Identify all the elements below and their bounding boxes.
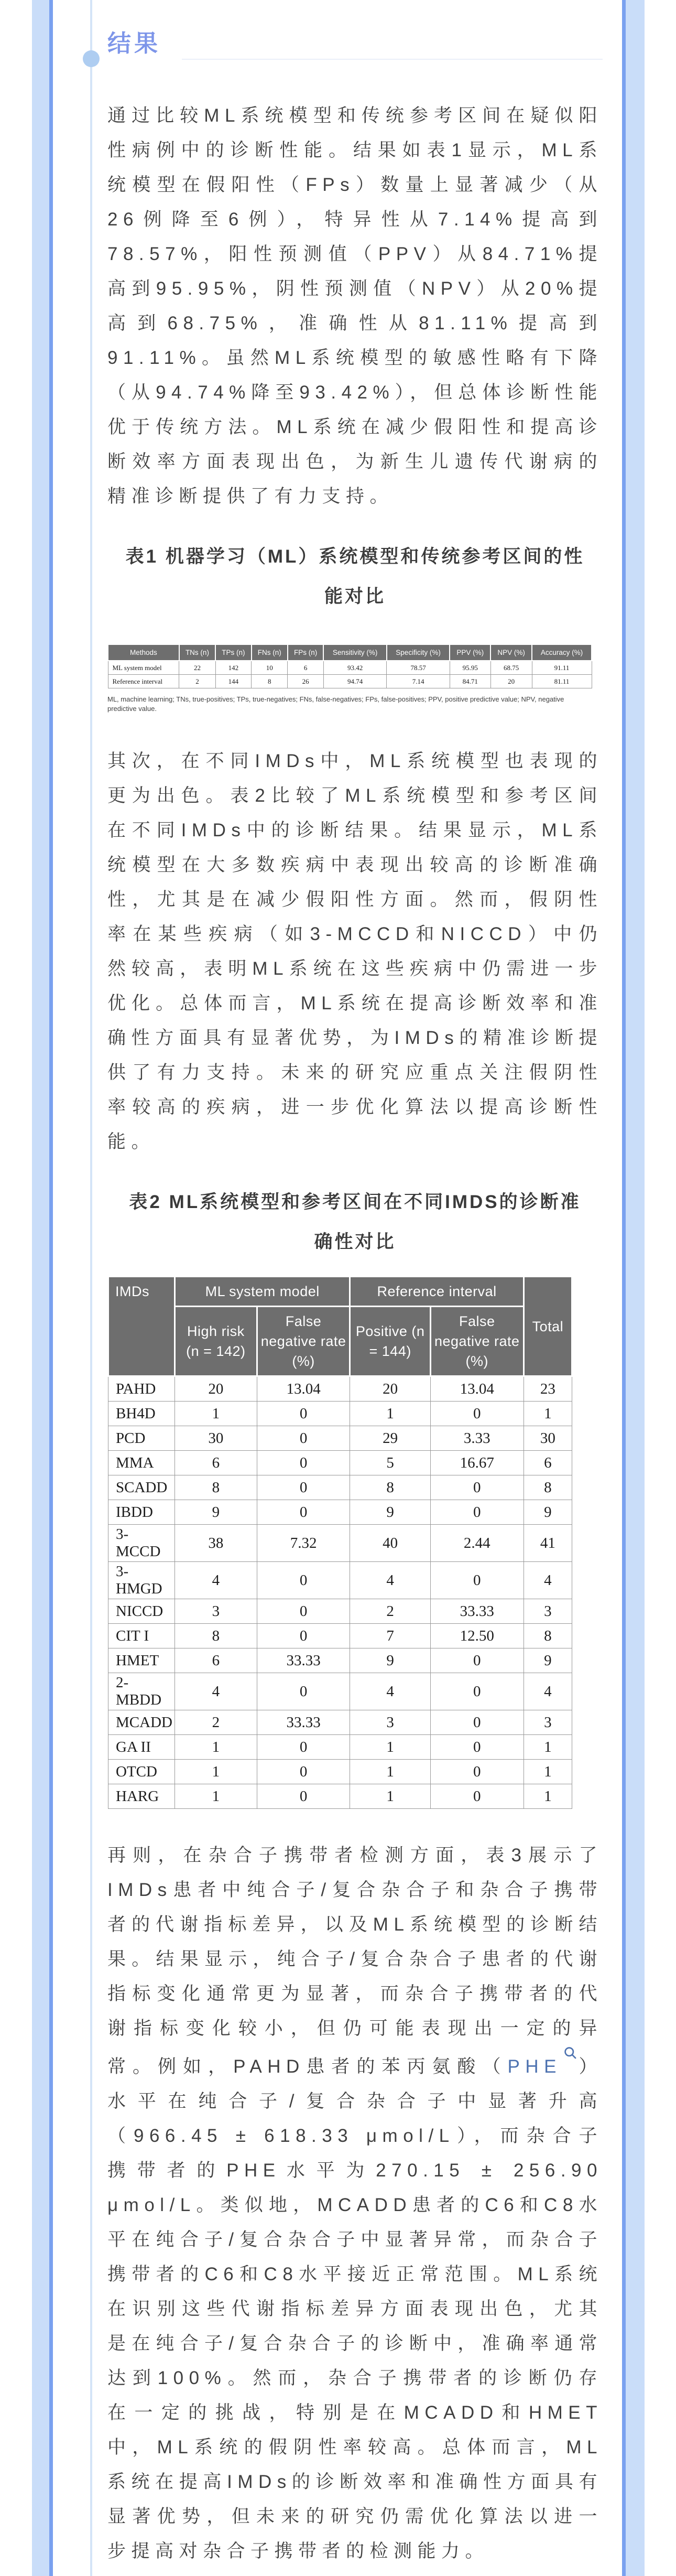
table2-row: [108, 1376, 572, 1402]
table2-cell: 1: [350, 1402, 430, 1426]
table2-cell: 16.67: [430, 1451, 524, 1475]
table2-cell-imd: 3-HMGD: [108, 1562, 175, 1599]
table2-cell: 2.44: [430, 1525, 524, 1562]
table2-cell: 1: [175, 1402, 257, 1426]
paragraph-2: 其次，在不同IMDs中，ML系统模型也表现的更为出色。表2比较了ML系统模型和参考区间在不同IMDs中的诊断结果。结果显示，ML系统模型在大多数疾病中表现出较高的诊断准确性，尤其是在减少假阳性方面。然而，假阴性率在某些疾病（如3-MCCD和NICCD）中仍然较高，表明ML系统在这些疾病中仍需进一步优化。总体而言，ML系统在提高诊断效率和准确性方面具有显著优势，为IMDs的精准诊断提供了有力支持。未来的研究应重点关注假阴性率较高的疾病，进一步优化算法以提高诊断性能。: [107, 751, 603, 1152]
table2-cell: 20: [175, 1376, 257, 1402]
table2-cell: 38: [175, 1525, 257, 1562]
table1-header-cell: Accuracy (%): [532, 644, 592, 661]
table2-cell: 9: [524, 1648, 572, 1673]
table2-cell: 6: [175, 1648, 257, 1673]
table1: [107, 644, 592, 688]
table2-cell: 4: [350, 1562, 430, 1599]
table2-cell: 7.32: [257, 1525, 350, 1562]
table2-cell-imd: BH4D: [108, 1402, 175, 1426]
table2-cell: 0: [430, 1648, 524, 1673]
table1-header-cell: Methods: [108, 644, 179, 661]
table2-cell: 30: [524, 1426, 572, 1451]
table2-cell: 0: [430, 1475, 524, 1500]
table2-cell: 0: [257, 1451, 350, 1475]
table1-footnote: ML, machine learning; TNs, true-positives; TPs, true-negatives; FNs, false-negatives; FPs, false-positives; PPV, positive predictive value; NPV, negative predictive value.: [107, 695, 564, 713]
table2-cell-imd: GA II: [108, 1735, 175, 1760]
table1-header-cell: FPs (n): [288, 644, 323, 661]
table2-header-fnr-ri: False negative rate (%): [430, 1307, 524, 1376]
table2-cell: 0: [430, 1710, 524, 1735]
bottom-spacer: [107, 2569, 603, 2576]
table2-cell: 7: [350, 1624, 430, 1648]
table2-cell: 29: [350, 1426, 430, 1451]
paragraph-1: 通过比较ML系统模型和传统参考区间在疑似阳性病例中的诊断性能。结果如表1显示，ML系统模型在假阳性（FPs）数量上显著减少（从26例降至6例），特异性从7.14%提高到78.57%，阳性预测值（PPV）从84.71%提高到95.95%，阴性预测值（NPV）从20%提高到68.75%，准确性从81.11%提高到91.11%。虽然ML系统模型的敏感性略有下降（从94.74%降至93.42%），但总体诊断性能优于传统方法。ML系统在减少假阳性和提高诊断效率方面表现出色，为新生儿遗传代谢病的精准诊断提供了有力支持。: [107, 105, 603, 506]
table2-header-imds: IMDs: [108, 1277, 175, 1376]
table2-cell-imd: 3-MCCD: [108, 1525, 175, 1562]
table2-cell: 0: [257, 1784, 350, 1809]
table2-row: [108, 1475, 572, 1500]
table2-cell: 0: [257, 1760, 350, 1784]
paragraph-3: [107, 1838, 603, 2569]
table2-row: [108, 1599, 572, 1624]
table2-cell: 1: [524, 1784, 572, 1809]
table2-cell: 1: [350, 1760, 430, 1784]
table2-cell: 5: [350, 1451, 430, 1475]
table1-header-cell: Specificity (%): [387, 644, 450, 661]
table2-cell: 33.33: [430, 1599, 524, 1624]
table2-cell-imd: OTCD: [108, 1760, 175, 1784]
table2-cell-imd: HARG: [108, 1784, 175, 1809]
article-content: [107, 0, 603, 2576]
table1-header-cell: FNs (n): [252, 644, 288, 661]
table2-cell: 3: [175, 1599, 257, 1624]
table2-row: [108, 1562, 572, 1599]
table2-cell: 23: [524, 1376, 572, 1402]
table1-row: [108, 661, 592, 675]
table2-cell: 0: [430, 1562, 524, 1599]
table2-row: [108, 1760, 572, 1784]
table1-header-cell: NPV (%): [490, 644, 532, 661]
table2-cell: 30: [175, 1426, 257, 1451]
table2-row: [108, 1624, 572, 1648]
table2-cell: 13.04: [257, 1376, 350, 1402]
table2-cell: 8: [175, 1475, 257, 1500]
table1-cell: 84.71: [450, 675, 490, 688]
table2-cell: 1: [524, 1402, 572, 1426]
section-title: 结果: [107, 30, 161, 57]
table2-row: [108, 1525, 572, 1562]
table2-cell: 1: [350, 1735, 430, 1760]
section-header: [107, 24, 603, 85]
table2-cell: 0: [430, 1760, 524, 1784]
table2-cell: 13.04: [430, 1376, 524, 1402]
table1-cell: 93.42: [323, 661, 386, 675]
table1-cell: 26: [288, 675, 323, 688]
table1-cell: 144: [215, 675, 251, 688]
table1-header-row: [108, 644, 592, 661]
table1-cell: 8: [252, 675, 288, 688]
table1-cell: 91.11: [532, 661, 592, 675]
table2-cell: 3.33: [430, 1426, 524, 1451]
table2-cell: 1: [524, 1760, 572, 1784]
right-accent-bar: [626, 0, 645, 2576]
table1-cell: 68.75: [490, 661, 532, 675]
table2-cell: 8: [175, 1624, 257, 1648]
table2-header-high-risk: High risk (n = 142): [175, 1307, 257, 1376]
table2-row: [108, 1648, 572, 1673]
table1-cell-method: Reference interval: [108, 675, 179, 688]
table2-cell-imd: MMA: [108, 1451, 175, 1475]
table2-cell: 12.50: [430, 1624, 524, 1648]
table2-cell: 0: [257, 1500, 350, 1525]
table2-cell: 0: [257, 1402, 350, 1426]
table2-cell: 0: [430, 1784, 524, 1809]
table1-cell: 142: [215, 661, 251, 675]
table1-cell: 10: [252, 661, 288, 675]
table2-cell: 20: [350, 1376, 430, 1402]
table2-cell: 3: [524, 1599, 572, 1624]
table2-cell: 1: [175, 1784, 257, 1809]
table1-cell-method: ML system model: [108, 661, 179, 675]
paragraph-3-text-before: 再则，在杂合子携带者检测方面，表3展示了IMDs患者中纯合子/复合杂合子和杂合子携带者的代谢指标差异，以及ML系统模型的诊断结果。结果显示，纯合子/复合杂合子患者的代谢指标变化通常更为显著，而杂合子携带者的代谢指标变化较小，但仍可能表现出一定的异常。例如，PAHD患者的苯丙氨酸（: [107, 1845, 603, 2077]
table1-cell: 94.74: [323, 675, 386, 688]
table1-header-cell: PPV (%): [450, 644, 490, 661]
search-icon: [563, 2046, 577, 2060]
table2-row: [108, 1735, 572, 1760]
table2-cell: 3: [350, 1710, 430, 1735]
table2-cell: 0: [430, 1735, 524, 1760]
table2-cell: 4: [350, 1673, 430, 1710]
phe-link-text[interactable]: PHE: [507, 2056, 562, 2077]
table2-cell: 3: [524, 1710, 572, 1735]
table2-row: [108, 1710, 572, 1735]
table1-header-cell: TPs (n): [215, 644, 251, 661]
table2-cell: 0: [257, 1673, 350, 1710]
table2-cell: 0: [257, 1624, 350, 1648]
table2-cell: 0: [257, 1426, 350, 1451]
table2-cell: 8: [524, 1624, 572, 1648]
title-divider: [182, 59, 603, 60]
table2-cell: 1: [175, 1735, 257, 1760]
table1-cell: 81.11: [532, 675, 592, 688]
table2-cell-imd: MCADD: [108, 1710, 175, 1735]
table1-cell: 22: [179, 661, 215, 675]
table2-cell: 4: [524, 1562, 572, 1599]
table2-row: [108, 1673, 572, 1710]
table2-cell: 0: [257, 1475, 350, 1500]
table2-cell: 0: [257, 1735, 350, 1760]
table2-cell: 9: [350, 1648, 430, 1673]
table1-cell: 2: [179, 675, 215, 688]
table2-cell: 0: [430, 1673, 524, 1710]
phe-link[interactable]: [507, 2056, 577, 2077]
table2-figure: [107, 1276, 573, 1809]
table2-cell: 9: [350, 1500, 430, 1525]
table2-header-positive: Positive (n = 144): [350, 1307, 430, 1376]
table2-cell-imd: PCD: [108, 1426, 175, 1451]
table2-sub-header-row: [108, 1307, 572, 1376]
table2-row: [108, 1451, 572, 1475]
table2-cell: 4: [175, 1673, 257, 1710]
table2-cell: 0: [257, 1562, 350, 1599]
table2-cell: 9: [524, 1500, 572, 1525]
table2-cell-imd: SCADD: [108, 1475, 175, 1500]
table2-header-fnr-ml: False negative rate (%): [257, 1307, 350, 1376]
timeline-dot-icon: [83, 50, 100, 67]
table2-cell: 4: [175, 1562, 257, 1599]
table2-cell: 2: [350, 1599, 430, 1624]
table2-cell: 0: [430, 1500, 524, 1525]
table1-cell: 20: [490, 675, 532, 688]
table2-cell: 2: [175, 1710, 257, 1735]
table1-header-cell: TNs (n): [179, 644, 215, 661]
table2-cell: 4: [524, 1673, 572, 1710]
table1-caption: 表1 机器学习（ML）系统模型和传统参考区间的性能对比: [125, 546, 585, 607]
table1-cell: 6: [288, 661, 323, 675]
table1-figure: [107, 644, 592, 714]
table2-cell: 9: [175, 1500, 257, 1525]
table1-cell: 78.57: [387, 661, 450, 675]
table2: [107, 1276, 573, 1809]
table2-group-header-row: [108, 1277, 572, 1307]
table2-cell-imd: NICCD: [108, 1599, 175, 1624]
table2-cell: 40: [350, 1525, 430, 1562]
table2-cell: 33.33: [257, 1710, 350, 1735]
timeline-rail: [90, 0, 92, 2576]
table2-cell: 33.33: [257, 1648, 350, 1673]
paragraph-3-text-after: ）水平在纯合子/复合杂合子中显著升高（966.45 ± 618.33 μmol/L），而杂合子携带者的PHE水平为270.15 ± 256.90 μmol/L。类似地，MCADD患者的C6和C8水平在纯合子/复合杂合子中显著异常，而杂合子携带者的C6和C8水平接近正常范围。ML系统在识别这些代谢指标差异方面表现出色，尤其是在纯合子/复合杂合子的诊断中，准确率通常达到100%。然而，杂合子携带者的诊断仍存在一定的挑战，特别是在MCADD和HMET中，ML系统的假阴性率较高。总体而言，ML系统在提高IMDs的诊断效率和准确性方面具有显著优势，但未来的研究仍需优化算法以进一步提高对杂合子携带者的检测能力。: [107, 2056, 603, 2561]
table2-cell: 8: [524, 1475, 572, 1500]
left-accent-line: [49, 0, 53, 2576]
table2-caption: 表2 ML系统模型和参考区间在不同IMDS的诊断准确性对比: [129, 1192, 581, 1252]
table2-header-ml-group: ML system model: [175, 1277, 350, 1307]
table2-cell: 1: [175, 1760, 257, 1784]
table1-row: [108, 675, 592, 688]
left-accent-bar: [32, 0, 49, 2576]
table2-row: [108, 1402, 572, 1426]
table2-cell: 1: [524, 1735, 572, 1760]
table2-cell: 0: [257, 1599, 350, 1624]
table2-cell: 0: [430, 1402, 524, 1426]
table2-header-ri-group: Reference interval: [350, 1277, 524, 1307]
table2-cell-imd: HMET: [108, 1648, 175, 1673]
table1-cell: 7.14: [387, 675, 450, 688]
table2-cell-imd: PAHD: [108, 1376, 175, 1402]
table2-cell: 8: [350, 1475, 430, 1500]
table2-row: [108, 1426, 572, 1451]
table2-cell-imd: IBDD: [108, 1500, 175, 1525]
table2-cell: 41: [524, 1525, 572, 1562]
table2-cell: 1: [350, 1784, 430, 1809]
right-accent-line: [622, 0, 626, 2576]
table2-cell: 6: [175, 1451, 257, 1475]
table2-header-total: Total: [524, 1277, 572, 1376]
table1-header-cell: Sensitivity (%): [323, 644, 386, 661]
table2-cell-imd: 2-MBDD: [108, 1673, 175, 1710]
table2-cell-imd: CIT I: [108, 1624, 175, 1648]
table2-row: [108, 1784, 572, 1809]
table1-cell: 95.95: [450, 661, 490, 675]
table2-row: [108, 1500, 572, 1525]
table2-cell: 6: [524, 1451, 572, 1475]
